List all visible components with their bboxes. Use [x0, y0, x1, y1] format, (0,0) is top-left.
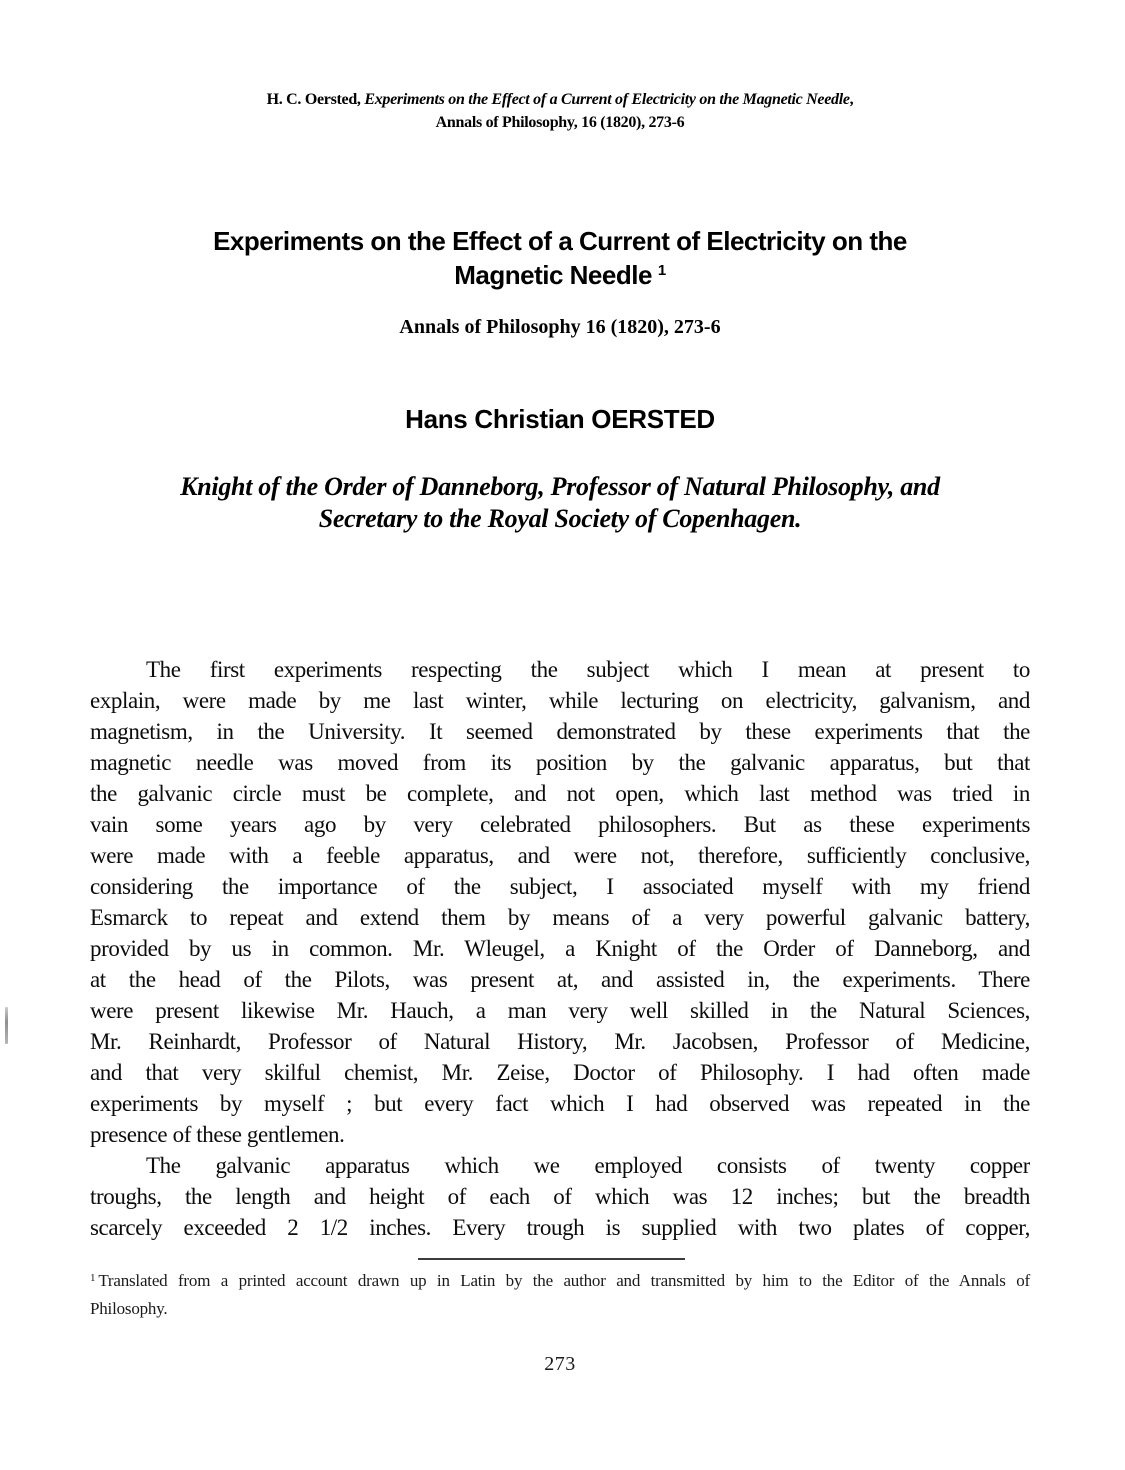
author-affiliation	[90, 471, 1030, 535]
body-line: at the head of the Pilots, was present at, and assisted in, the experiments. There	[90, 967, 1030, 992]
body-line: vain some years ago by very celebrated philosophers. But as these experiments	[90, 812, 1030, 837]
header-citation	[90, 88, 1030, 134]
body-line: magnetism, in the University. It seemed demonstrated by these experiments that the	[90, 719, 1030, 744]
body-line: presence of these gentlemen.	[90, 1122, 345, 1147]
author-name: Hans Christian OERSTED	[405, 404, 715, 434]
footnote-line1	[90, 1268, 1030, 1296]
body-line: troughs, the length and height of each of which was 12 inches; but the breadth	[90, 1184, 1030, 1209]
footnote-line1-text: Translated from a printed account drawn up in Latin by the author and transmitted by him to the Editor of the Annals of	[98, 1271, 1030, 1290]
title-footnote-reference: 1	[657, 262, 666, 279]
header-citation-work-title: Experiments on the Effect of a Current of Electricity on the Magnetic Needle	[364, 91, 850, 108]
body-line: explain, were made by me last winter, while lecturing on electricity, galvanism, and	[90, 688, 1030, 713]
footnote-separator-rule	[418, 1258, 685, 1260]
body-line: were made with a feeble apparatus, and were not, therefore, sufficiently conclusive,	[90, 843, 1030, 868]
body-line: magnetic needle was moved from its position by the galvanic apparatus, but that	[90, 750, 1030, 775]
body-line: Mr. Reinhardt, Professor of Natural History, Mr. Jacobsen, Professor of Medicine,	[90, 1029, 1030, 1054]
page-title-line2	[90, 258, 1030, 297]
header-citation-comma: ,	[849, 91, 854, 108]
body-line: considering the importance of the subject, I associated myself with my friend	[90, 874, 1030, 899]
body-text	[90, 654, 1030, 1243]
body-line: and that very skilful chemist, Mr. Zeise, Doctor of Philosophy. I had often made	[90, 1060, 1030, 1085]
scan-artifact-mark	[5, 1007, 8, 1044]
page-title	[90, 224, 1030, 297]
header-citation-author: H. C. Oersted,	[266, 91, 365, 108]
page-title-line1: Experiments on the Effect of a Current of Electricity on the	[213, 226, 907, 256]
author-affiliation-line1: Knight of the Order of Danneborg, Professor of Natural Philosophy, and	[180, 472, 940, 501]
footnote-line2: Philosophy.	[90, 1299, 168, 1318]
author-affiliation-line2: Secretary to the Royal Society of Copenhagen.	[318, 504, 802, 533]
body-line: the galvanic circle must be complete, and not open, which last method was tried in	[90, 781, 1030, 806]
body-line: were present likewise Mr. Hauch, a man very well skilled in the Natural Sciences,	[90, 998, 1030, 1023]
body-line: The galvanic apparatus which we employed consists of twenty copper	[146, 1153, 1030, 1178]
body-line: Esmarck to repeat and extend them by means of a very powerful galvanic battery,	[90, 905, 1030, 930]
page-title-line2-text: Magnetic Needle	[454, 260, 652, 290]
footnote-reference-number: 1	[90, 1272, 96, 1284]
page-number: 273	[544, 1353, 576, 1375]
journal-subtitle: Annals of Philosophy 16 (1820), 273-6	[399, 316, 721, 338]
footnote	[90, 1268, 1030, 1322]
body-line: experiments by myself ; but every fact which I had observed was repeated in the	[90, 1091, 1030, 1116]
body-line: The first experiments respecting the subject which I mean at present to	[146, 657, 1030, 682]
body-line: scarcely exceeded 2 1/2 inches. Every trough is supplied with two plates of copper,	[90, 1215, 1030, 1240]
header-citation-line1	[90, 88, 1030, 111]
header-citation-line2: Annals of Philosophy, 16 (1820), 273-6	[435, 114, 685, 131]
body-line: provided by us in common. Mr. Wleugel, a Knight of the Order of Danneborg, and	[90, 936, 1030, 961]
